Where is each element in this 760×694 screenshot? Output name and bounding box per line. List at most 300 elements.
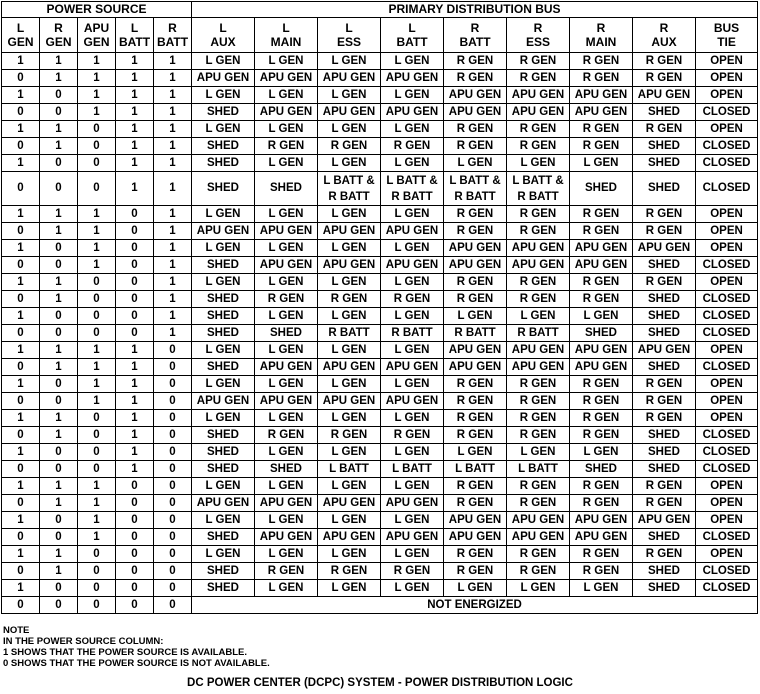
- bus-cell: APU GEN: [507, 512, 570, 529]
- source-cell: 0: [2, 257, 40, 274]
- bus-cell: L GEN: [192, 478, 255, 495]
- source-cell: 1: [116, 410, 154, 427]
- bus-cell: R GEN: [444, 138, 507, 155]
- bus-cell: APU GEN: [507, 104, 570, 121]
- bus-cell: L GEN: [507, 444, 570, 461]
- bus-cell: SHED: [633, 172, 696, 206]
- source-cell: 0: [2, 597, 40, 614]
- bus-cell: L GEN: [381, 240, 444, 257]
- source-cell: 0: [78, 291, 116, 308]
- bus-cell: APU GEN: [570, 512, 633, 529]
- bus-cell: R GEN: [318, 138, 381, 155]
- bus-cell: L GEN: [507, 155, 570, 172]
- bus-cell: L BATT & R BATT: [381, 172, 444, 206]
- bus-cell: CLOSED: [696, 257, 758, 274]
- bus-cell: APU GEN: [255, 393, 318, 410]
- source-cell: 0: [40, 461, 78, 478]
- source-cell: 0: [154, 478, 192, 495]
- bus-cell: R GEN: [633, 53, 696, 70]
- bus-cell: L GEN: [255, 342, 318, 359]
- source-cell: 1: [40, 274, 78, 291]
- source-cell: 1: [78, 359, 116, 376]
- source-cell: 1: [2, 410, 40, 427]
- bus-cell: L GEN: [381, 206, 444, 223]
- source-cell: 1: [116, 155, 154, 172]
- bus-cell: APU GEN: [570, 342, 633, 359]
- source-cell: 0: [116, 240, 154, 257]
- bus-cell: L BATT & R BATT: [444, 172, 507, 206]
- bus-cell: L GEN: [255, 53, 318, 70]
- bus-cell: R GEN: [633, 546, 696, 563]
- source-cell: 1: [154, 121, 192, 138]
- source-cell: 0: [2, 138, 40, 155]
- bus-cell: L GEN: [318, 240, 381, 257]
- source-cell: 1: [40, 410, 78, 427]
- bus-cell: L GEN: [255, 87, 318, 104]
- source-cell: 1: [154, 325, 192, 342]
- column-header: L GEN: [2, 18, 40, 53]
- bus-cell: APU GEN: [381, 257, 444, 274]
- source-cell: 1: [116, 393, 154, 410]
- bus-cell: OPEN: [696, 393, 758, 410]
- bus-cell: L GEN: [255, 546, 318, 563]
- bus-cell: R BATT: [381, 325, 444, 342]
- bus-cell: L GEN: [255, 410, 318, 427]
- group-header-row: [2, 2, 758, 18]
- bus-cell: SHED: [570, 172, 633, 206]
- bus-cell: SHED: [192, 138, 255, 155]
- bus-cell: R GEN: [444, 495, 507, 512]
- source-cell: 0: [40, 376, 78, 393]
- source-cell: 0: [40, 512, 78, 529]
- bus-cell: OPEN: [696, 546, 758, 563]
- bus-cell: APU GEN: [381, 495, 444, 512]
- bus-cell: APU GEN: [633, 512, 696, 529]
- table-row: [2, 206, 758, 223]
- bus-cell: OPEN: [696, 376, 758, 393]
- bus-cell: R GEN: [570, 410, 633, 427]
- bus-cell: APU GEN: [570, 87, 633, 104]
- source-cell: 1: [40, 138, 78, 155]
- source-cell: 1: [40, 342, 78, 359]
- source-cell: 1: [116, 53, 154, 70]
- source-cell: 0: [78, 427, 116, 444]
- column-header: APU GEN: [78, 18, 116, 53]
- source-cell: 0: [154, 563, 192, 580]
- bus-cell: SHED: [633, 461, 696, 478]
- bus-cell: CLOSED: [696, 359, 758, 376]
- bus-cell: L GEN: [192, 87, 255, 104]
- bus-cell: APU GEN: [570, 104, 633, 121]
- bus-cell: R GEN: [570, 274, 633, 291]
- source-cell: 0: [40, 155, 78, 172]
- bus-cell: APU GEN: [444, 240, 507, 257]
- table-row: [2, 121, 758, 138]
- source-cell: 1: [78, 240, 116, 257]
- bus-cell: SHED: [192, 461, 255, 478]
- table-row: [2, 376, 758, 393]
- bus-cell: R GEN: [444, 53, 507, 70]
- bus-cell: L GEN: [381, 376, 444, 393]
- source-cell: 0: [2, 70, 40, 87]
- bus-cell: SHED: [570, 325, 633, 342]
- bus-cell: L GEN: [381, 308, 444, 325]
- table-row: [2, 274, 758, 291]
- source-cell: 1: [154, 70, 192, 87]
- source-cell: 1: [40, 121, 78, 138]
- bus-cell: R GEN: [255, 427, 318, 444]
- source-cell: 0: [154, 444, 192, 461]
- source-cell: 1: [78, 70, 116, 87]
- bus-cell: R GEN: [570, 138, 633, 155]
- source-cell: 1: [154, 291, 192, 308]
- source-cell: 1: [40, 563, 78, 580]
- bus-cell: SHED: [633, 325, 696, 342]
- bus-cell: SHED: [255, 325, 318, 342]
- table-row: [2, 529, 758, 546]
- bus-cell: APU GEN: [318, 529, 381, 546]
- bus-cell: CLOSED: [696, 580, 758, 597]
- bus-cell: APU GEN: [570, 240, 633, 257]
- bus-cell: R GEN: [444, 223, 507, 240]
- bus-cell: OPEN: [696, 410, 758, 427]
- bus-cell: APU GEN: [255, 223, 318, 240]
- source-cell: 1: [154, 257, 192, 274]
- bus-cell: L GEN: [192, 206, 255, 223]
- source-cell: 0: [78, 461, 116, 478]
- bus-cell: APU GEN: [318, 359, 381, 376]
- source-cell: 0: [116, 495, 154, 512]
- bus-cell: APU GEN: [570, 257, 633, 274]
- bus-cell: R GEN: [570, 70, 633, 87]
- bus-cell: APU GEN: [570, 529, 633, 546]
- bus-cell: SHED: [192, 529, 255, 546]
- bus-cell: APU GEN: [255, 359, 318, 376]
- bus-cell: L GEN: [255, 444, 318, 461]
- bus-cell: APU GEN: [507, 529, 570, 546]
- source-cell: 0: [116, 478, 154, 495]
- bus-cell: R GEN: [444, 274, 507, 291]
- bus-cell: L GEN: [381, 546, 444, 563]
- bus-cell: R GEN: [444, 206, 507, 223]
- source-cell: 1: [78, 376, 116, 393]
- bus-cell: R GEN: [444, 410, 507, 427]
- bus-cell: R GEN: [570, 53, 633, 70]
- bus-cell: L GEN: [255, 240, 318, 257]
- bus-cell: L GEN: [570, 155, 633, 172]
- bus-cell: R GEN: [444, 563, 507, 580]
- source-cell: 1: [2, 155, 40, 172]
- bus-cell: APU GEN: [318, 104, 381, 121]
- bus-cell: R GEN: [570, 563, 633, 580]
- bus-cell: R GEN: [318, 427, 381, 444]
- bus-cell: OPEN: [696, 87, 758, 104]
- bus-cell: OPEN: [696, 240, 758, 257]
- figure-caption: DC POWER CENTER (DCPC) SYSTEM - POWER DISTRIBUTION LOGIC: [187, 677, 573, 689]
- bus-cell: APU GEN: [633, 87, 696, 104]
- bus-cell: L GEN: [318, 478, 381, 495]
- source-cell: 1: [78, 478, 116, 495]
- source-cell: 1: [40, 427, 78, 444]
- bus-cell: APU GEN: [255, 104, 318, 121]
- bus-cell: OPEN: [696, 121, 758, 138]
- bus-cell: OPEN: [696, 206, 758, 223]
- bus-cell: L GEN: [192, 410, 255, 427]
- bus-cell: SHED: [633, 444, 696, 461]
- power-distribution-logic-table: [1, 1, 758, 614]
- source-cell: 0: [116, 563, 154, 580]
- bus-cell: APU GEN: [318, 393, 381, 410]
- source-cell: 0: [116, 223, 154, 240]
- bus-cell: L GEN: [381, 274, 444, 291]
- bus-cell: L GEN: [381, 444, 444, 461]
- source-cell: 0: [40, 87, 78, 104]
- source-cell: 0: [40, 104, 78, 121]
- source-cell: 1: [154, 172, 192, 206]
- source-cell: 0: [154, 410, 192, 427]
- bus-cell: R GEN: [507, 376, 570, 393]
- bus-cell: L GEN: [255, 274, 318, 291]
- bus-cell: R GEN: [570, 376, 633, 393]
- source-cell: 0: [154, 495, 192, 512]
- bus-cell: R GEN: [255, 563, 318, 580]
- bus-cell: L GEN: [192, 53, 255, 70]
- bus-cell: L GEN: [192, 376, 255, 393]
- source-cell: 1: [154, 274, 192, 291]
- bus-cell: SHED: [633, 563, 696, 580]
- table-row: [2, 53, 758, 70]
- column-header: R AUX: [633, 18, 696, 53]
- bus-cell: L GEN: [318, 308, 381, 325]
- table-row: [2, 291, 758, 308]
- bus-cell: CLOSED: [696, 104, 758, 121]
- note-line: 1 SHOWS THAT THE POWER SOURCE IS AVAILABLE.: [3, 647, 248, 658]
- bus-cell: APU GEN: [192, 393, 255, 410]
- bus-cell: L BATT: [381, 461, 444, 478]
- bus-cell: L GEN: [318, 87, 381, 104]
- bus-cell: CLOSED: [696, 427, 758, 444]
- bus-cell: R GEN: [633, 274, 696, 291]
- source-cell: 1: [40, 495, 78, 512]
- source-cell: 0: [2, 427, 40, 444]
- bus-cell: L GEN: [318, 546, 381, 563]
- source-cell: 0: [116, 546, 154, 563]
- bus-cell: APU GEN: [381, 393, 444, 410]
- table-row: [2, 138, 758, 155]
- bus-cell: SHED: [192, 257, 255, 274]
- bus-cell: L GEN: [318, 121, 381, 138]
- bus-cell: L GEN: [381, 478, 444, 495]
- source-cell: 0: [116, 597, 154, 614]
- source-cell: 0: [78, 597, 116, 614]
- bus-cell: L GEN: [318, 580, 381, 597]
- table-row: [2, 87, 758, 104]
- bus-cell: APU GEN: [444, 512, 507, 529]
- bus-cell: R GEN: [381, 427, 444, 444]
- bus-cell: L GEN: [255, 121, 318, 138]
- source-cell: 1: [154, 104, 192, 121]
- bus-cell: APU GEN: [507, 87, 570, 104]
- source-cell: 0: [2, 104, 40, 121]
- source-cell: 0: [116, 529, 154, 546]
- bus-cell: SHED: [633, 104, 696, 121]
- table-row: [2, 478, 758, 495]
- bus-cell: L GEN: [570, 580, 633, 597]
- source-cell: 0: [78, 274, 116, 291]
- bus-cell: SHED: [633, 308, 696, 325]
- bus-cell: R GEN: [570, 546, 633, 563]
- source-cell: 0: [154, 427, 192, 444]
- bus-cell: SHED: [192, 104, 255, 121]
- bus-cell: R GEN: [444, 478, 507, 495]
- bus-cell: L GEN: [255, 155, 318, 172]
- bus-cell: L GEN: [318, 274, 381, 291]
- source-cell: 1: [116, 427, 154, 444]
- bus-cell: APU GEN: [381, 104, 444, 121]
- bus-cell: R GEN: [381, 291, 444, 308]
- bus-cell: L GEN: [444, 580, 507, 597]
- bus-cell: L GEN: [318, 53, 381, 70]
- table-row: [2, 308, 758, 325]
- source-cell: 1: [2, 546, 40, 563]
- bus-cell: SHED: [192, 291, 255, 308]
- bus-cell: SHED: [633, 291, 696, 308]
- source-cell: 1: [2, 308, 40, 325]
- column-header: L AUX: [192, 18, 255, 53]
- bus-cell: L GEN: [192, 240, 255, 257]
- power-source-header: POWER SOURCE: [2, 2, 192, 18]
- bus-cell: OPEN: [696, 70, 758, 87]
- source-cell: 1: [2, 376, 40, 393]
- table-row: [2, 563, 758, 580]
- source-cell: 1: [2, 478, 40, 495]
- bus-cell: L GEN: [192, 342, 255, 359]
- bus-cell: R GEN: [633, 410, 696, 427]
- source-cell: 0: [2, 461, 40, 478]
- bus-cell: OPEN: [696, 495, 758, 512]
- source-cell: 0: [116, 580, 154, 597]
- bus-cell: APU GEN: [318, 495, 381, 512]
- bus-cell: R GEN: [633, 223, 696, 240]
- source-cell: 1: [78, 393, 116, 410]
- source-cell: 0: [78, 546, 116, 563]
- source-cell: 1: [78, 53, 116, 70]
- source-cell: 1: [116, 121, 154, 138]
- bus-cell: R BATT: [444, 325, 507, 342]
- table-row: [2, 393, 758, 410]
- bus-cell: R GEN: [507, 70, 570, 87]
- bus-cell: SHED: [255, 461, 318, 478]
- source-cell: 0: [40, 580, 78, 597]
- table-row: [2, 597, 758, 614]
- source-cell: 1: [116, 461, 154, 478]
- source-cell: 1: [40, 53, 78, 70]
- bus-cell: APU GEN: [444, 359, 507, 376]
- table-row: [2, 172, 758, 206]
- source-cell: 1: [78, 495, 116, 512]
- bus-cell: R GEN: [507, 121, 570, 138]
- bus-cell: CLOSED: [696, 325, 758, 342]
- bus-cell: SHED: [192, 172, 255, 206]
- bus-cell: L GEN: [255, 206, 318, 223]
- source-cell: 0: [78, 563, 116, 580]
- bus-cell: R GEN: [633, 478, 696, 495]
- bus-cell: APU GEN: [444, 529, 507, 546]
- bus-cell: R GEN: [570, 478, 633, 495]
- table-row: [2, 325, 758, 342]
- source-cell: 0: [116, 512, 154, 529]
- bus-cell: SHED: [633, 257, 696, 274]
- source-cell: 0: [78, 444, 116, 461]
- source-cell: 1: [2, 512, 40, 529]
- source-cell: 0: [116, 206, 154, 223]
- column-header: R ESS: [507, 18, 570, 53]
- source-cell: 1: [78, 257, 116, 274]
- bus-cell: L GEN: [255, 478, 318, 495]
- bus-cell: R GEN: [633, 121, 696, 138]
- bus-cell: OPEN: [696, 342, 758, 359]
- table-row: [2, 223, 758, 240]
- bus-cell: APU GEN: [444, 104, 507, 121]
- table-row: [2, 546, 758, 563]
- bus-cell: R GEN: [507, 427, 570, 444]
- table-row: [2, 155, 758, 172]
- bus-cell: L GEN: [444, 155, 507, 172]
- bus-cell: R GEN: [570, 206, 633, 223]
- bus-cell: R GEN: [633, 393, 696, 410]
- source-cell: 1: [2, 240, 40, 257]
- source-cell: 0: [154, 512, 192, 529]
- source-cell: 0: [78, 155, 116, 172]
- column-header: L MAIN: [255, 18, 318, 53]
- source-cell: 0: [40, 444, 78, 461]
- table-row: [2, 70, 758, 87]
- source-cell: 0: [78, 138, 116, 155]
- source-cell: 0: [154, 529, 192, 546]
- bus-cell: CLOSED: [696, 529, 758, 546]
- bus-cell: L GEN: [507, 580, 570, 597]
- bus-cell: R GEN: [570, 121, 633, 138]
- note-line: IN THE POWER SOURCE COLUMN:: [3, 636, 164, 647]
- bus-cell: APU GEN: [318, 70, 381, 87]
- bus-cell: L GEN: [381, 410, 444, 427]
- bus-cell: L BATT: [507, 461, 570, 478]
- bus-cell: R GEN: [507, 206, 570, 223]
- bus-cell: SHED: [633, 138, 696, 155]
- bus-cell: L GEN: [381, 121, 444, 138]
- bus-cell: L GEN: [318, 206, 381, 223]
- source-cell: 0: [116, 257, 154, 274]
- source-cell: 1: [116, 444, 154, 461]
- source-cell: 0: [116, 325, 154, 342]
- table-row: [2, 359, 758, 376]
- table-row: [2, 240, 758, 257]
- bus-cell: L GEN: [318, 512, 381, 529]
- bus-cell: R GEN: [444, 70, 507, 87]
- bus-cell: APU GEN: [444, 87, 507, 104]
- bus-cell: R GEN: [507, 291, 570, 308]
- distribution-bus-header: PRIMARY DISTRIBUTION BUS: [192, 2, 758, 18]
- bus-cell: R GEN: [444, 393, 507, 410]
- source-cell: 0: [116, 291, 154, 308]
- source-cell: 1: [154, 53, 192, 70]
- source-cell: 1: [2, 580, 40, 597]
- source-cell: 0: [116, 308, 154, 325]
- source-cell: 1: [116, 359, 154, 376]
- table-row: [2, 461, 758, 478]
- bus-cell: APU GEN: [444, 342, 507, 359]
- source-cell: 0: [40, 172, 78, 206]
